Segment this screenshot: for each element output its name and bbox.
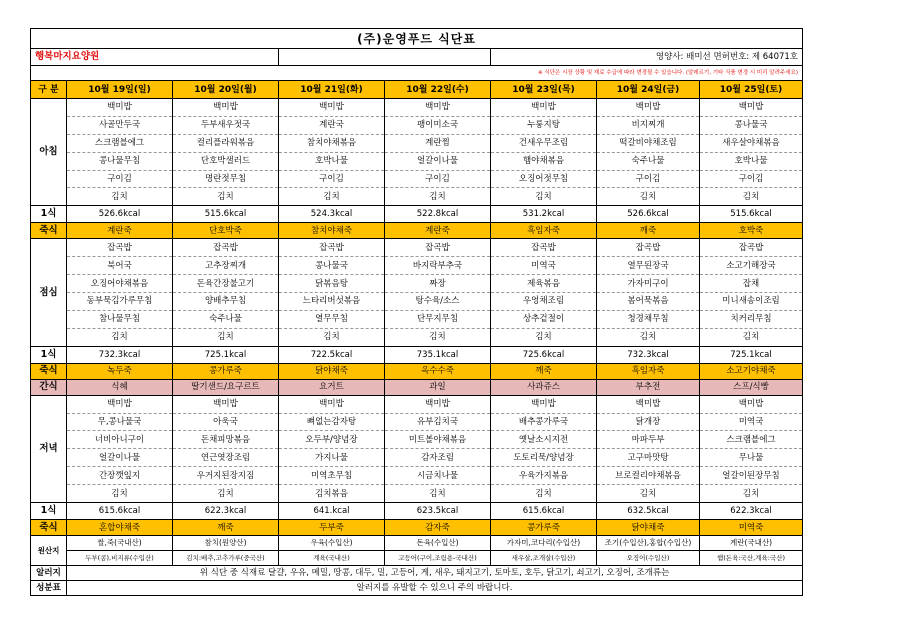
- menu-item: 백미밥: [67, 99, 173, 117]
- menu-item: 스크램블에그: [67, 134, 173, 152]
- menu-item: 콩나물국: [279, 257, 385, 275]
- menu-item: 우엉채조림: [491, 293, 597, 311]
- menu-item: 참나물무침: [67, 310, 173, 328]
- menu-sheet: [30, 28, 802, 596]
- kcal-value: 641.kcal: [279, 503, 385, 520]
- porridge-item: 닭야채죽: [279, 363, 385, 379]
- menu-item: 간장깻잎지: [67, 467, 173, 485]
- allergy-text: 위 식단 중 식재료 달걀, 우유, 메밀, 땅콩, 대두, 밀, 고등어, 게, 새우, 돼지고기, 토마토, 호두, 닭고기, 쇠고기, 오징어, 조개류는: [67, 566, 803, 581]
- menu-item: 백미밥: [491, 99, 597, 117]
- porridge-item: 소고기야채죽: [700, 363, 803, 379]
- snack-item: 식혜: [67, 379, 173, 395]
- day-header: 10월 20일(월): [173, 81, 279, 99]
- page-title: (주)운영푸드 식단표: [31, 29, 803, 49]
- menu-item: 콩나물무침: [67, 152, 173, 170]
- menu-item: 새우살야채볶음: [700, 134, 803, 152]
- menu-item: 김치: [491, 188, 597, 206]
- table-row: [31, 431, 803, 449]
- porridge-item: 옥수수죽: [385, 363, 491, 379]
- menu-item: 백미밥: [385, 99, 491, 117]
- menu-item: 아욱국: [173, 413, 279, 431]
- origin-row: [31, 536, 803, 551]
- kcal-row: [31, 503, 803, 520]
- menu-item: 김치: [491, 328, 597, 346]
- porridge-row: [31, 223, 803, 239]
- menu-item: 봄어묵볶음: [597, 293, 700, 311]
- menu-item: 가지나물: [279, 449, 385, 467]
- menu-item: 김치: [67, 188, 173, 206]
- menu-item: 스크램블에그: [700, 431, 803, 449]
- menu-item: 유부김치국: [385, 413, 491, 431]
- menu-item: 계란찜: [385, 134, 491, 152]
- menu-item: 우육가지볶음: [491, 467, 597, 485]
- porridge-item: 단호박죽: [173, 223, 279, 239]
- kcal-value: 622.3kcal: [700, 503, 803, 520]
- kcal-value: 531.2kcal: [491, 206, 597, 223]
- menu-item: 콩나물국: [700, 116, 803, 134]
- table-row: [31, 257, 803, 275]
- menu-item: 컬리플라워볶음: [173, 134, 279, 152]
- porridge-item: 깨죽: [491, 363, 597, 379]
- porridge-label: 죽식: [31, 363, 67, 379]
- menu-item: 백미밥: [491, 395, 597, 413]
- menu-item: 얼갈이나물: [67, 449, 173, 467]
- kcal-value: 632.5kcal: [597, 503, 700, 520]
- kcal-value: 725.1kcal: [700, 346, 803, 363]
- porridge-item: 깨죽: [173, 520, 279, 536]
- menu-item: 미역국: [491, 257, 597, 275]
- origin-row: [31, 551, 803, 566]
- kcal-value: 522.8kcal: [385, 206, 491, 223]
- menu-item: 백미밥: [700, 395, 803, 413]
- kcal-value: 615.6kcal: [491, 503, 597, 520]
- menu-item: 시금치나물: [385, 467, 491, 485]
- menu-item: 고추장찌개: [173, 257, 279, 275]
- menu-item: 연근엿장조림: [173, 449, 279, 467]
- kcal-value: 615.6kcal: [67, 503, 173, 520]
- menu-item: 누룽지탕: [491, 116, 597, 134]
- table-row: [31, 134, 803, 152]
- menu-item: 김치볶음: [279, 485, 385, 503]
- table-row: [31, 170, 803, 188]
- menu-item: 무나물: [700, 449, 803, 467]
- menu-item: 김치: [173, 485, 279, 503]
- menu-item: 뼈없는감자탕: [279, 413, 385, 431]
- menu-item: 오징어젓무침: [491, 170, 597, 188]
- facility-name: 행복마지요양원: [31, 49, 279, 66]
- menu-item: 오징어야채볶음: [67, 275, 173, 293]
- kcal-value: 725.6kcal: [491, 346, 597, 363]
- header-label: 구 분: [31, 81, 67, 99]
- menu-item: 사골만두국: [67, 116, 173, 134]
- table-row: [31, 293, 803, 311]
- snack-row: [31, 379, 803, 395]
- origin-item: 계육(국내산): [279, 551, 385, 566]
- menu-item: 너비아니구이: [67, 431, 173, 449]
- menu-item: 두부새우젓국: [173, 116, 279, 134]
- snack-item: 부추전: [597, 379, 700, 395]
- table-row: [31, 239, 803, 257]
- menu-item: 느타리버섯볶음: [279, 293, 385, 311]
- menu-item: 백미밥: [279, 99, 385, 117]
- menu-item: 김치: [279, 328, 385, 346]
- menu-item: 계란국: [279, 116, 385, 134]
- menu-item: 구이김: [67, 170, 173, 188]
- origin-item: 고등어(구이,조림용-국내산): [385, 551, 491, 566]
- menu-item: 미역국: [700, 413, 803, 431]
- menu-item: 제육볶음: [491, 275, 597, 293]
- menu-item: 얼갈이된장무침: [700, 467, 803, 485]
- allergy-row: [31, 566, 803, 581]
- menu-item: 백미밥: [597, 395, 700, 413]
- origin-item: 오징어(수입산): [597, 551, 700, 566]
- menu-item: 백미밥: [173, 99, 279, 117]
- porridge-label: 죽식: [31, 223, 67, 239]
- origin-item: 김치:배추,고추가루(중국산): [173, 551, 279, 566]
- menu-item: 김치: [700, 485, 803, 503]
- day-header: 10월 25일(토): [700, 81, 803, 99]
- menu-item: 치커리무침: [700, 310, 803, 328]
- origin-item: 조기(수입산),홍합(수입산): [597, 536, 700, 551]
- porridge-item: 계란죽: [67, 223, 173, 239]
- kcal-row: [31, 346, 803, 363]
- menu-item: 김치: [385, 485, 491, 503]
- porridge-item: 미역죽: [700, 520, 803, 536]
- snack-item: 과일: [385, 379, 491, 395]
- menu-item: 잡곡밥: [491, 239, 597, 257]
- porridge-item: 닭야채죽: [597, 520, 700, 536]
- header-row: [31, 81, 803, 99]
- porridge-item: 참치야채죽: [279, 223, 385, 239]
- menu-item: 김치: [385, 188, 491, 206]
- menu-item: 도토리묵/양념장: [491, 449, 597, 467]
- menu-item: 무,콩나물국: [67, 413, 173, 431]
- porridge-item: 혼합야채죽: [67, 520, 173, 536]
- kcal-row: [31, 206, 803, 223]
- porridge-item: 호박죽: [700, 223, 803, 239]
- day-header: 10월 22일(수): [385, 81, 491, 99]
- kcal-value: 735.1kcal: [385, 346, 491, 363]
- porridge-item: 녹두죽: [67, 363, 173, 379]
- day-header: 10월 21일(화): [279, 81, 385, 99]
- menu-item: 청경채무침: [597, 310, 700, 328]
- menu-item: 우거지된장지짐: [173, 467, 279, 485]
- menu-item: 김치: [700, 188, 803, 206]
- kcal-value: 622.3kcal: [173, 503, 279, 520]
- menu-item: 얼갈이나물: [385, 152, 491, 170]
- menu-item: 김치: [67, 485, 173, 503]
- menu-item: 김치: [279, 188, 385, 206]
- meal-label-dinner: 저녁: [31, 395, 67, 502]
- kcal-value: 515.6kcal: [700, 206, 803, 223]
- menu-item: 잡곡밥: [279, 239, 385, 257]
- menu-item: 미니새송이조림: [700, 293, 803, 311]
- table-row: [31, 275, 803, 293]
- origin-item: 쌀,죽(국내산): [67, 536, 173, 551]
- day-header: 10월 23일(목): [491, 81, 597, 99]
- menu-item: 열무무침: [279, 310, 385, 328]
- table-row: [31, 449, 803, 467]
- kcal-value: 524.3kcal: [279, 206, 385, 223]
- menu-item: 명란젓무침: [173, 170, 279, 188]
- menu-item: 잡곡밥: [67, 239, 173, 257]
- porridge-item: 두부죽: [279, 520, 385, 536]
- porridge-item: 흑임자죽: [597, 363, 700, 379]
- menu-item: 닭볶음탕: [279, 275, 385, 293]
- table-row: [31, 310, 803, 328]
- menu-item: 잡곡밥: [597, 239, 700, 257]
- kcal-value: 526.6kcal: [67, 206, 173, 223]
- menu-item: 숙주나물: [173, 310, 279, 328]
- menu-item: 바지락부추국: [385, 257, 491, 275]
- menu-item: 북어국: [67, 257, 173, 275]
- kcal-label: 1식: [31, 346, 67, 363]
- kcal-label: 1식: [31, 503, 67, 520]
- menu-item: 잡곡밥: [385, 239, 491, 257]
- menu-item: 떡갈비야채조림: [597, 134, 700, 152]
- allergy-label: 알러지: [31, 566, 67, 581]
- origin-item: 참치(원양산): [173, 536, 279, 551]
- menu-item: 백미밥: [173, 395, 279, 413]
- origin-item: 계란(국내산): [700, 536, 803, 551]
- menu-item: 구이김: [385, 170, 491, 188]
- porridge-item: 계란죽: [385, 223, 491, 239]
- menu-item: 미트볼야채볶음: [385, 431, 491, 449]
- kcal-value: 515.6kcal: [173, 206, 279, 223]
- menu-item: 백미밥: [597, 99, 700, 117]
- origin-item: 우육(수입산): [279, 536, 385, 551]
- day-header: 10월 19일(일): [67, 81, 173, 99]
- snack-item: 딸기샌드/요구르트: [173, 379, 279, 395]
- menu-item: 고구마맛탕: [597, 449, 700, 467]
- menu-item: 오두부/양념장: [279, 431, 385, 449]
- table-row: [31, 467, 803, 485]
- table-row: [31, 152, 803, 170]
- allergy-text: 알러지를 유발할 수 있으니 주의 바랍니다.: [67, 581, 803, 596]
- menu-item: 백미밥: [385, 395, 491, 413]
- menu-item: 호박나물: [700, 152, 803, 170]
- origin-label: 원산지: [31, 536, 67, 566]
- menu-item: 소고기해장국: [700, 257, 803, 275]
- menu-item: 김치: [491, 485, 597, 503]
- menu-item: 열무된장국: [597, 257, 700, 275]
- snack-item: 스프/식빵: [700, 379, 803, 395]
- menu-item: 단무지무침: [385, 310, 491, 328]
- menu-item: 김치: [173, 328, 279, 346]
- menu-item: 가자미구이: [597, 275, 700, 293]
- menu-item: 김치: [597, 188, 700, 206]
- porridge-item: 흑임자죽: [491, 223, 597, 239]
- kcal-value: 732.3kcal: [67, 346, 173, 363]
- origin-item: 돈육(수입산): [385, 536, 491, 551]
- menu-item: 구이김: [279, 170, 385, 188]
- menu-item: 잡채: [700, 275, 803, 293]
- kcal-label: 1식: [31, 206, 67, 223]
- menu-item: 동부묵김가루무침: [67, 293, 173, 311]
- menu-item: 팽이미소국: [385, 116, 491, 134]
- kcal-value: 725.1kcal: [173, 346, 279, 363]
- meal-label-lunch: 점심: [31, 239, 67, 346]
- origin-item: 가자미,코다리(수입산): [491, 536, 597, 551]
- porridge-item: 깨죽: [597, 223, 700, 239]
- porridge-row: [31, 363, 803, 379]
- porridge-row: [31, 520, 803, 536]
- table-row: [31, 328, 803, 346]
- porridge-item: 감자죽: [385, 520, 491, 536]
- menu-item: 김치: [67, 328, 173, 346]
- origin-item: 두부(콩),비지류(수입산): [67, 551, 173, 566]
- menu-item: 양배추무침: [173, 293, 279, 311]
- menu-table: [30, 28, 803, 596]
- menu-item: 백미밥: [67, 395, 173, 413]
- kcal-value: 722.5kcal: [279, 346, 385, 363]
- menu-item: 닭개장: [597, 413, 700, 431]
- porridge-label: 죽식: [31, 520, 67, 536]
- menu-item: 김치: [173, 188, 279, 206]
- allergy-row: [31, 581, 803, 596]
- menu-item: 참치야채볶음: [279, 134, 385, 152]
- meal-label-breakfast: 아침: [31, 99, 67, 206]
- kcal-value: 732.3kcal: [597, 346, 700, 363]
- menu-item: 단호박샐러드: [173, 152, 279, 170]
- day-header: 10월 24일(금): [597, 81, 700, 99]
- menu-item: 백미밥: [279, 395, 385, 413]
- porridge-item: 콩가루죽: [173, 363, 279, 379]
- allergy-label: 성분표: [31, 581, 67, 596]
- menu-item: 구이김: [597, 170, 700, 188]
- table-row: [31, 99, 803, 117]
- menu-item: 옛날소시지전: [491, 431, 597, 449]
- kcal-value: 526.6kcal: [597, 206, 700, 223]
- menu-item: 잡곡밥: [173, 239, 279, 257]
- menu-item: 김치: [597, 328, 700, 346]
- menu-item: 브로컬리야채볶음: [597, 467, 700, 485]
- menu-item: 배추콩가루국: [491, 413, 597, 431]
- menu-item: 구이김: [700, 170, 803, 188]
- menu-item: 호박나물: [279, 152, 385, 170]
- menu-item: 김치: [385, 328, 491, 346]
- menu-item: 김치: [700, 328, 803, 346]
- notice-text: ※ 식단은 시장 상황 및 재료 수급에 따라 변경될 수 있습니다. (알레르기, 기타 식품 변경 시 미리 알려주세요): [31, 66, 803, 81]
- table-row: [31, 188, 803, 206]
- menu-item: 김치: [597, 485, 700, 503]
- menu-item: 잡곡밥: [700, 239, 803, 257]
- menu-item: 비지찌개: [597, 116, 700, 134]
- table-row: [31, 395, 803, 413]
- porridge-item: 콩가루죽: [491, 520, 597, 536]
- snack-item: 사과쥬스: [491, 379, 597, 395]
- menu-item: 돈채피망볶음: [173, 431, 279, 449]
- menu-item: 햄야채볶음: [491, 152, 597, 170]
- snack-item: 요거트: [279, 379, 385, 395]
- table-row: [31, 116, 803, 134]
- info-blank: [279, 49, 491, 66]
- table-row: [31, 485, 803, 503]
- origin-item: 새우살,조개살(수입산): [491, 551, 597, 566]
- menu-item: 미역초무침: [279, 467, 385, 485]
- kcal-value: 623.5kcal: [385, 503, 491, 520]
- menu-item: 건새우무조림: [491, 134, 597, 152]
- snack-label: 간식: [31, 379, 67, 395]
- menu-item: 숙주나물: [597, 152, 700, 170]
- menu-item: 짜장: [385, 275, 491, 293]
- menu-item: 감자조림: [385, 449, 491, 467]
- table-row: [31, 413, 803, 431]
- menu-item: 백미밥: [700, 99, 803, 117]
- origin-item: 햄(돈육:국산,계육:국산): [700, 551, 803, 566]
- menu-item: 돈육간장불고기: [173, 275, 279, 293]
- menu-item: 상추겉절이: [491, 310, 597, 328]
- menu-item: 마파두부: [597, 431, 700, 449]
- nutritionist-info: 영양사: 배미선 면허번호: 제 64071호: [491, 49, 803, 66]
- menu-item: 탕수육/소스: [385, 293, 491, 311]
